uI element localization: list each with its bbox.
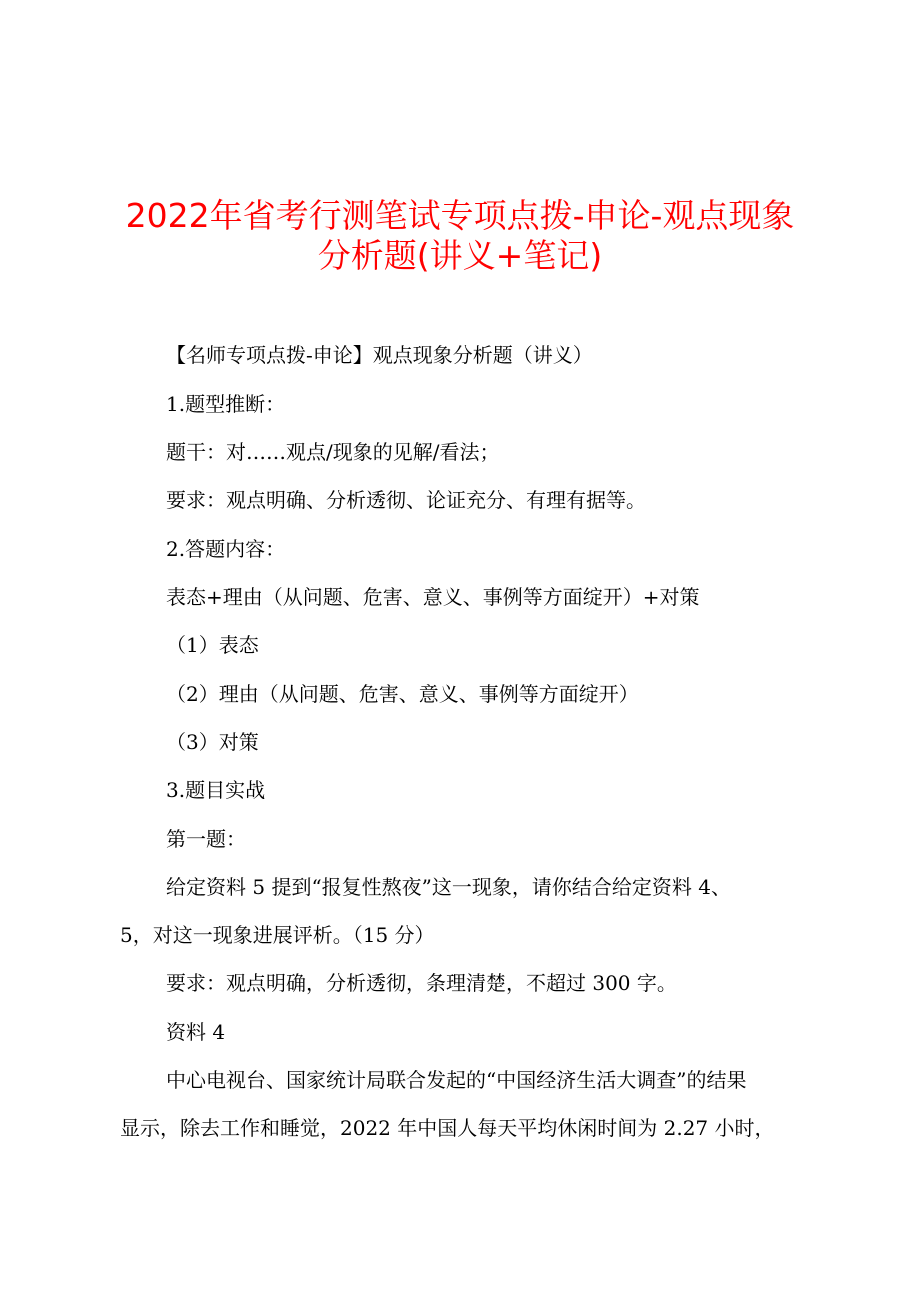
paragraph-section-2: 2.答题内容： xyxy=(166,537,286,561)
paragraph-material-label: 资料 4 xyxy=(166,1020,226,1044)
paragraph-section-1: 1.题型推断： xyxy=(166,392,286,416)
paragraph-structure: 表态+理由（从问题、危害、意义、事例等方面绽开）+对策 xyxy=(166,585,700,609)
paragraph-header: 【名师专项点拨-申论】观点现象分析题（讲义） xyxy=(166,343,593,367)
document-title-line-2: 分析题(讲义+笔记) xyxy=(317,236,603,275)
paragraph-material-line-2: 显示，除去工作和睡觉，2022 年中国人每天平均休闲时间为 2.27 小时， xyxy=(120,1116,775,1140)
document-title-line-1: 2022年省考行测笔试专项点拨-申论-观点现象 xyxy=(125,196,795,235)
paragraph-requirement: 要求：观点明确、分析透彻、论证充分、有理有据等。 xyxy=(166,488,646,512)
paragraph-material-line-1: 中心电视台、国家统计局联合发起的“中国经济生活大调查”的结果 xyxy=(166,1068,747,1092)
paragraph-question-requirement: 要求：观点明确，分析透彻，条理清楚，不超过 300 字。 xyxy=(166,971,677,995)
paragraph-item-2: （2）理由（从问题、危害、意义、事例等方面绽开） xyxy=(166,682,639,706)
paragraph-stem: 题干：对……观点/现象的见解/看法； xyxy=(166,440,500,464)
paragraph-item-3: （3）对策 xyxy=(166,730,259,754)
paragraph-item-1: （1）表态 xyxy=(166,633,259,657)
paragraph-section-3: 3.题目实战 xyxy=(166,778,266,802)
paragraph-question-line-2: 5，对这一现象进展评析。（15 分） xyxy=(120,923,435,947)
paragraph-question-line-1: 给定资料 5 提到“报复性熬夜”这一现象，请你结合给定资料 4、 xyxy=(166,875,731,899)
paragraph-question-label: 第一题： xyxy=(166,827,246,851)
